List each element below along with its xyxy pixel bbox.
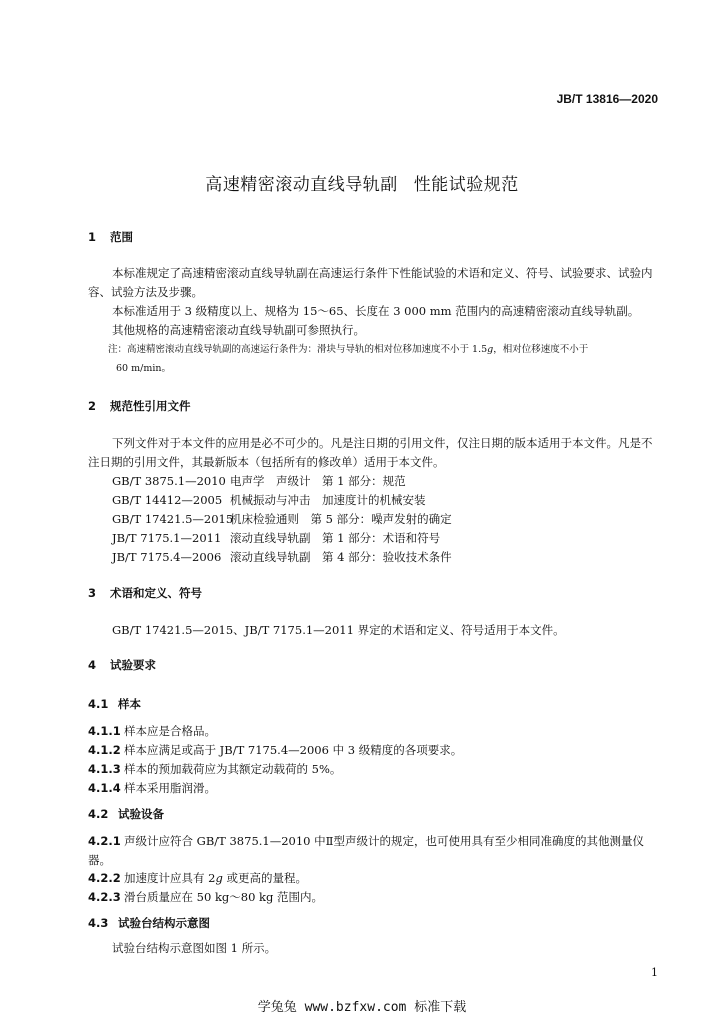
standard-number: JB/T 13816—2020 (556, 92, 658, 106)
section-1-note: 注：高速精密滚动直线导轨副的高速运行条件为：滑块与导轨的相对位移加速度不小于 1.5g，相对位移速度不小于 60 m/min。 (108, 344, 589, 374)
subsection-4-1-heading: 4.1 样本 (88, 697, 141, 711)
clause-4-1-2: 4.1.2 样本应满足或高于 JB/T 7175.4—2006 中 3 级精度的各项要求。 (88, 743, 463, 757)
section-1-para-3: 其他规格的高速精密滚动直线导轨副可参照执行。 (112, 323, 365, 337)
reference-item: GB/T 3875.1—2010 电声学 声级计 第 1 部分：规范 (112, 474, 406, 488)
section-1-para-1: 本标准规定了高速精密滚动直线导轨副在高速运行条件下性能试验的术语和定义、符号、试验要求、试验内容、试验方法及步骤。 (88, 266, 653, 299)
clause-4-1-3: 4.1.3 样本的预加载荷应为其额定动载荷的 5%。 (88, 762, 342, 776)
clause-4-1-1: 4.1.1 样本应是合格品。 (88, 724, 216, 738)
clause-4-1-4: 4.1.4 样本采用脂润滑。 (88, 781, 216, 795)
clause-4-2-3: 4.2.3 滑台质量应在 50 kg～80 kg 范围内。 (88, 890, 324, 904)
section-3-heading: 3 术语和定义、符号 (88, 586, 202, 600)
reference-item: JB/T 7175.4—2006 滚动直线导轨副 第 4 部分：验收技术条件 (112, 550, 452, 564)
reference-item: GB/T 14412—2005 机械振动与冲击 加速度计的机械安装 (112, 493, 426, 507)
clause-4-2-2: 4.2.2 加速度计应具有 2g 或更高的量程。 (88, 871, 308, 885)
clause-4-2-1: 4.2.1 声级计应符合 GB/T 3875.1—2010 中Ⅱ型声级计的规定，也可使用具有至少相同准确度的其他测量仪器。 (88, 834, 644, 867)
section-2-intro: 下列文件对于本文件的应用是必不可少的。凡是注日期的引用文件，仅注日期的版本适用于本文件。凡是不注日期的引用文件，其最新版本（包括所有的修改单）适用于本文件。 (88, 436, 653, 469)
reference-item: JB/T 7175.1—2011 滚动直线导轨副 第 1 部分：术语和符号 (112, 531, 441, 545)
title-part1: 高速精密滚动直线导轨副 (205, 175, 398, 195)
section-1-para-2: 本标准适用于 3 级精度以上、规格为 15～65、长度在 3 000 mm 范围内的高速精密滚动直线导轨副。 (112, 304, 640, 318)
section-3-text: GB/T 17421.5—2015、JB/T 7175.1—2011 界定的术语和定义、符号适用于本文件。 (112, 623, 565, 637)
section-4-heading: 4 试验要求 (88, 658, 156, 672)
section-2-heading: 2 规范性引用文件 (88, 399, 191, 413)
document-title (0, 170, 724, 195)
subsection-4-3-text: 试验台结构示意图如图 1 所示。 (112, 941, 277, 955)
title-part2: 性能试验规范 (413, 175, 519, 195)
footer-watermark: 学兔兔 www.bzfxw.com 标准下载 (257, 1000, 467, 1015)
page-number: 1 (651, 966, 658, 979)
section-1-heading: 1 范围 (88, 230, 133, 244)
subsection-4-3-heading: 4.3 试验台结构示意图 (88, 916, 210, 930)
subsection-4-2-heading: 4.2 试验设备 (88, 807, 164, 821)
reference-item: GB/T 17421.5—2015机床检验通则 第 5 部分：噪声发射的确定 (112, 512, 452, 526)
